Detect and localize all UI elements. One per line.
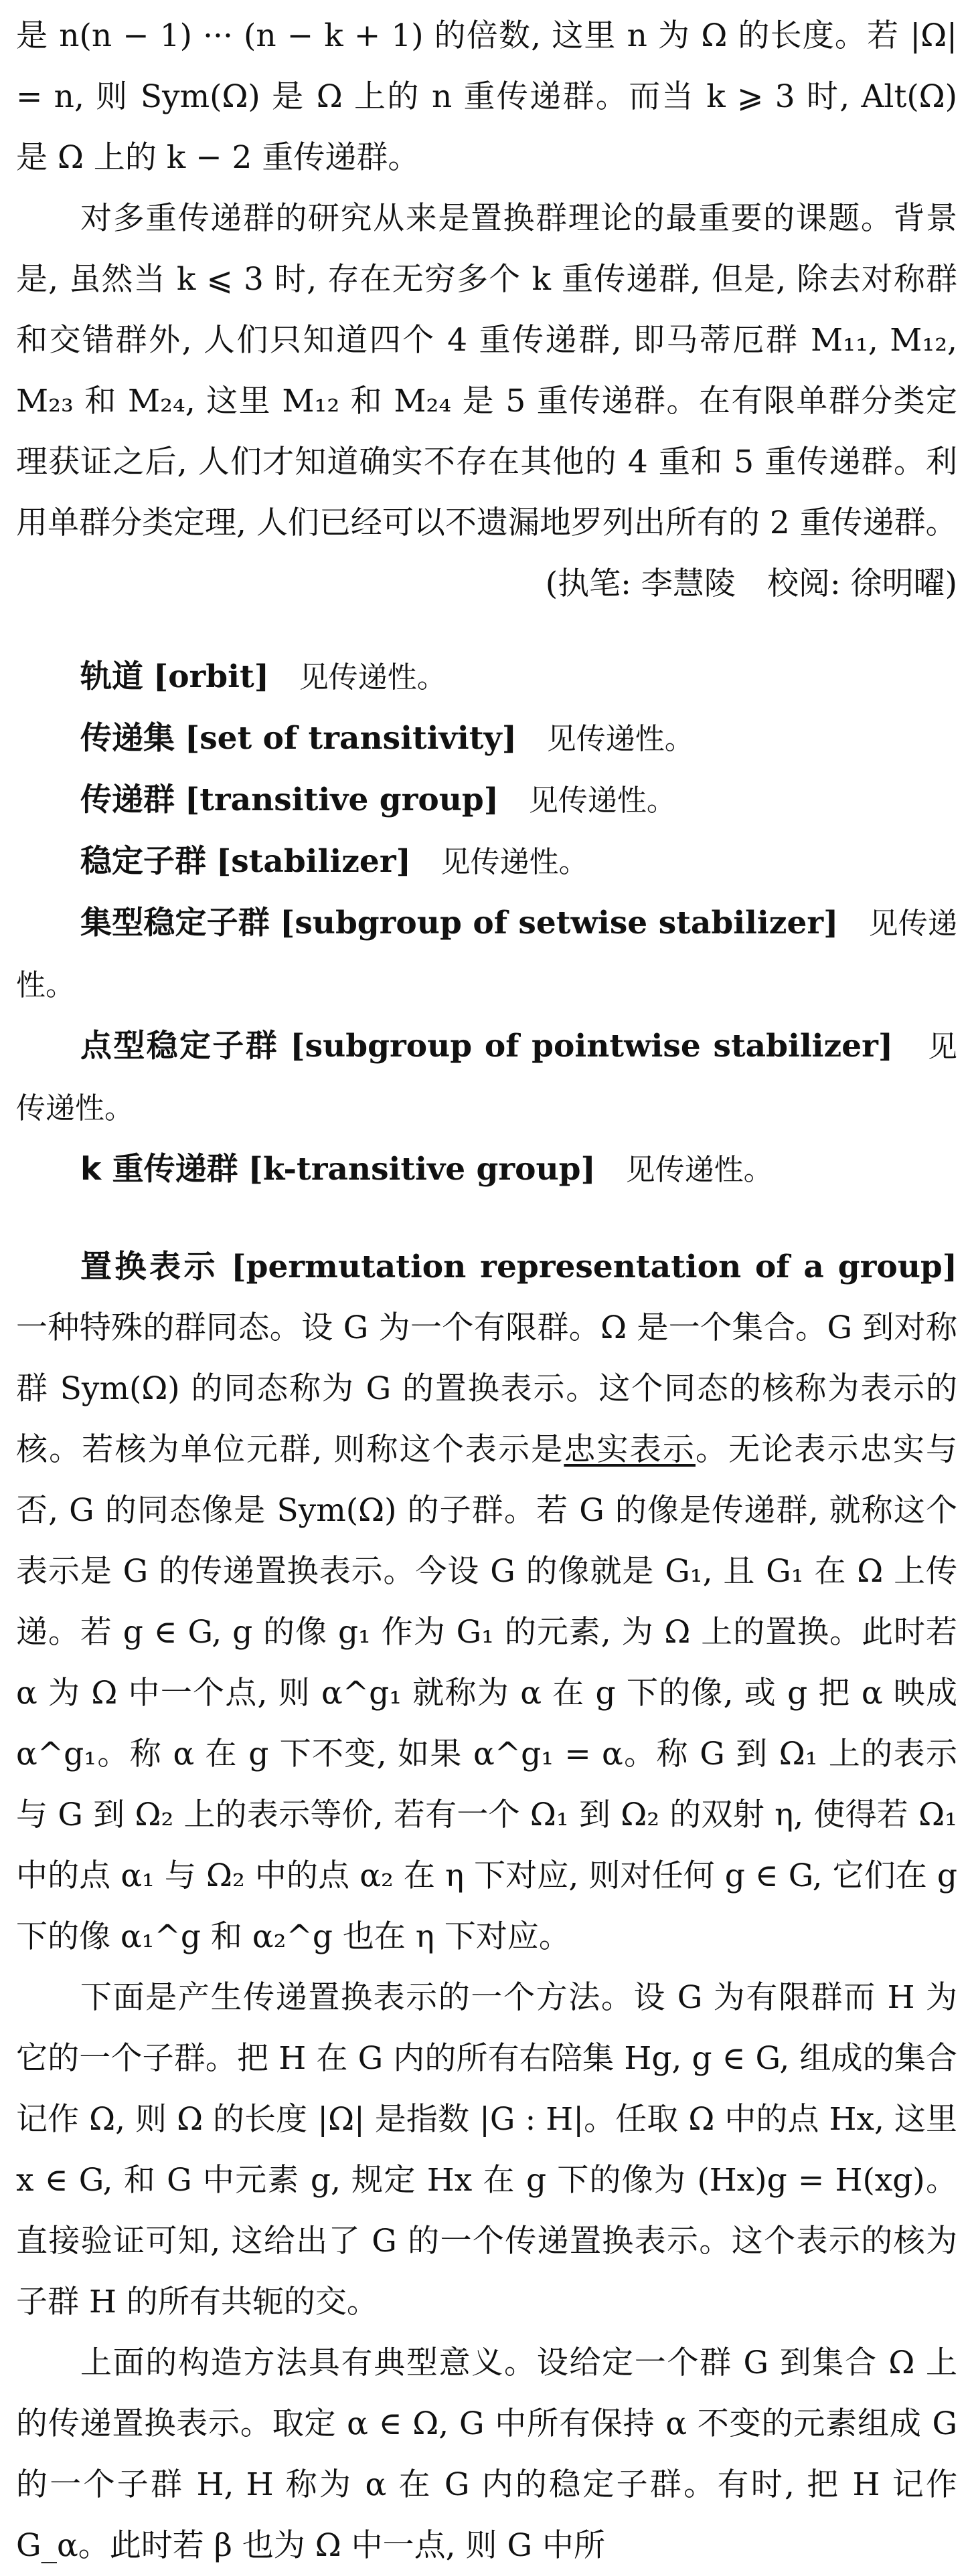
perm-rep-paragraph-2: 下面是产生传递置换表示的一个方法。设 G 为有限群而 H 为它的一个子群。把 H 在 G 内的所有右陪集 Hg, g ∈ G, 组成的集合记作 Ω, 则 Ω 的长度 |Ω| 是指数 |G : H|。任取 Ω 中的点 Hx, 这里 x ∈ G, 和 G 中元素 g, 规定 Hx 在 g 下的像为 (Hx)g = H(xg)。直接验证可知, 这给出了 G 的一个传递置换表示。这个表示的核为子群 H 的所有共轭的交。	[16, 1979, 957, 2320]
entry-english: [subgroup of pointwise stabilizer]	[290, 1028, 894, 1065]
entry-body: 一种特殊的群同态。设 G 为一个有限群。Ω 是一个集合。G 到对称群 Sym(Ω) 的同态称为 G 的置换表示。这个同态的核称为表示的核。若核为单位元群, 则称这个表示是	[16, 1309, 957, 1468]
entry-term: 轨道	[80, 658, 143, 695]
entry-see-ref: 见传递性。	[528, 784, 676, 818]
intro-paragraph-1: 是 n(n − 1) ··· (n − k + 1) 的倍数, 这里 n 为 Ω 的长度。若 |Ω| = n, 则 Sym(Ω) 是 Ω 上的 n 重传递群。而当 k ⩾ 3 时, Alt(Ω) 是 Ω 上的 k − 2 重传递群。	[16, 17, 957, 176]
entry-stabilizer	[16, 831, 957, 893]
entry-see-ref: 见传递性。	[299, 660, 447, 695]
entry-english: [subgroup of setwise stabilizer]	[280, 905, 839, 941]
entry-pointwise-stabilizer	[16, 1016, 957, 1139]
entry-english: [set of transitivity]	[184, 720, 517, 757]
entry-k-transitive-group	[16, 1139, 957, 1200]
entry-orbit	[16, 646, 957, 708]
entry-see-ref: 见传递性。	[16, 907, 957, 1002]
entry-permutation-representation	[16, 1236, 957, 1967]
faithful-representation-link[interactable]: 忠实表示	[564, 1431, 696, 1468]
entry-english: [transitive group]	[184, 781, 499, 818]
entry-term: 稳定子群	[80, 843, 206, 880]
entry-see-ref: 见传递性。	[440, 845, 588, 879]
entry-transitive-group	[16, 769, 957, 831]
entry-term: 传递集	[80, 720, 175, 757]
entry-english: [stabilizer]	[216, 843, 411, 880]
entry-english: [k-transitive group]	[248, 1151, 596, 1188]
entry-see-ref: 见传递性。	[625, 1153, 773, 1187]
entry-term: 传递群	[80, 781, 175, 818]
entry-term: k 重传递群	[80, 1151, 238, 1188]
entry-set-of-transitivity	[16, 708, 957, 769]
entry-see-ref: 见传递性。	[546, 722, 694, 756]
entry-see-ref: 见传递性。	[16, 1030, 957, 1125]
entry-english: [permutation representation of a group]	[231, 1249, 957, 1285]
entry-term: 集型稳定子群	[80, 905, 270, 941]
entry-term: 点型稳定子群	[80, 1028, 279, 1065]
perm-rep-paragraph-3: 上面的构造方法具有典型意义。设给定一个群 G 到集合 Ω 上的传递置换表示。取定 α ∈ Ω, G 中所有保持 α 不变的元素组成 G 的一个子群 H, H 称为 α 在 G 内的稳定子群。有时, 把 H 记作 G_α。此时若 β 也为 Ω 中一点, 则 G 中所	[16, 2344, 957, 2564]
entry-setwise-stabilizer	[16, 893, 957, 1016]
attribution: (执笔: 李慧陵 校阅: 徐明曜)	[545, 565, 957, 602]
entry-english: [orbit]	[153, 658, 269, 695]
entry-body-continued: 。无论表示忠实与否, G 的同态像是 Sym(Ω) 的子群。若 G 的像是传递群, 就称这个表示是 G 的传递置换表示。今设 G 的像就是 G₁, 且 G₁ 在 Ω 上传递。若 g ∈ G, g 的像 g₁ 作为 G₁ 的元素, 为 Ω 上的置换。此时若 α 为 Ω 中一个点, 则 α^g₁ 就称为 α 在 g 下的像, 或 g 把 α 映成 α^g₁。称 α 在 g 下不变, 如果 α^g₁ = α。称 G 到 Ω₁ 上的表示与 G 到 Ω₂ 上的表示等价, 若有一个 Ω₁ 到 Ω₂ 的双射 η, 使得若 Ω₁ 中的点 α₁ 与 Ω₂ 中的点 α₂ 在 η 下对应, 则对任何 g ∈ G, 它们在 g 下的像 α₁^g 和 α₂^g 也在 η 下对应。	[16, 1431, 957, 1955]
intro-paragraph-2: 对多重传递群的研究从来是置换群理论的最重要的课题。背景是, 虽然当 k ⩽ 3 时, 存在无穷多个 k 重传递群, 但是, 除去对称群和交错群外, 人们只知道四个 4 重传递群, 即马蒂厄群 M₁₁, M₁₂, M₂₃ 和 M₂₄, 这里 M₁₂ 和 M₂₄ 是 5 重传递群。在有限单群分类定理获证之后, 人们才知道确实不存在其他的 4 重和 5 重传递群。利用单群分类定理, 人们已经可以不遗漏地罗列出所有的 2 重传递群。	[16, 200, 957, 541]
entry-term: 置换表示	[80, 1249, 218, 1285]
